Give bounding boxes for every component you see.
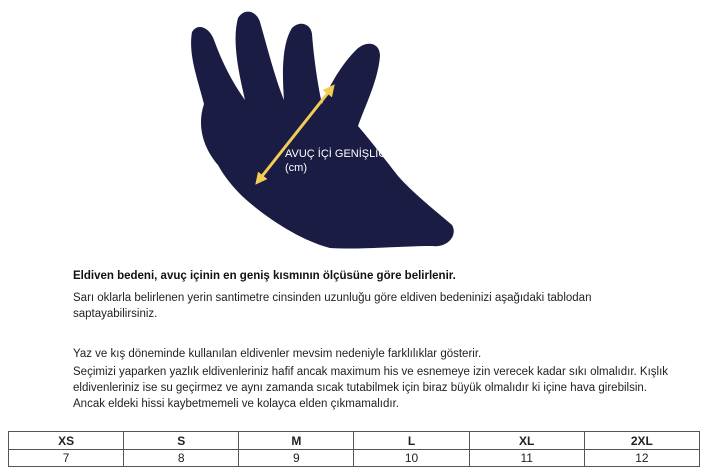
size-label: XS	[9, 432, 124, 450]
size-label: M	[239, 432, 354, 450]
selection-advice: Seçimizi yaparken yazlık eldivenleriniz hafif ancak maximum his ve esnemeye izin verecek kadar sıkı olmalıdır. Kışlık eldivenleriniz ise su geçirmez ve aynı zamanda sıcak tutabilmek için biraz büyük olmalıdır ki içine hava girebilsin. Ancak eldeki hissi kaybetmemeli ve kolayca elden çıkmamalıdır.	[73, 366, 669, 410]
size-table	[8, 431, 700, 467]
width-value: 9	[239, 450, 354, 467]
glove-silhouette	[191, 12, 454, 249]
measure-instructions: Sarı oklarla belirlenen yerin santimetre cinsinden uzunluğu göre eldiven bedeninizi aşağıdaki tablodan saptayabilirsiniz.	[73, 292, 592, 320]
palm-width-label: AVUÇ İÇİ GENİŞLİĞİ	[285, 148, 390, 160]
size-label: XL	[469, 432, 584, 450]
width-value: 8	[124, 450, 239, 467]
width-value: 7	[9, 450, 124, 467]
width-value: 10	[354, 450, 469, 467]
size-label: L	[354, 432, 469, 450]
width-value-row	[9, 450, 700, 467]
season-note: Yaz ve kış döneminde kullanılan eldivenler mevsim nedeniyle farklılıklar gösterir.	[73, 348, 482, 360]
palm-width-unit: (cm)	[285, 162, 307, 174]
size-label: 2XL	[584, 432, 699, 450]
width-value: 11	[469, 450, 584, 467]
size-heading: Eldiven bedeni, avuç içinin en geniş kısmının ölçüsüne göre belirlenir.	[73, 270, 456, 282]
size-label: S	[124, 432, 239, 450]
width-value: 12	[584, 450, 699, 467]
size-header-row	[9, 432, 700, 450]
